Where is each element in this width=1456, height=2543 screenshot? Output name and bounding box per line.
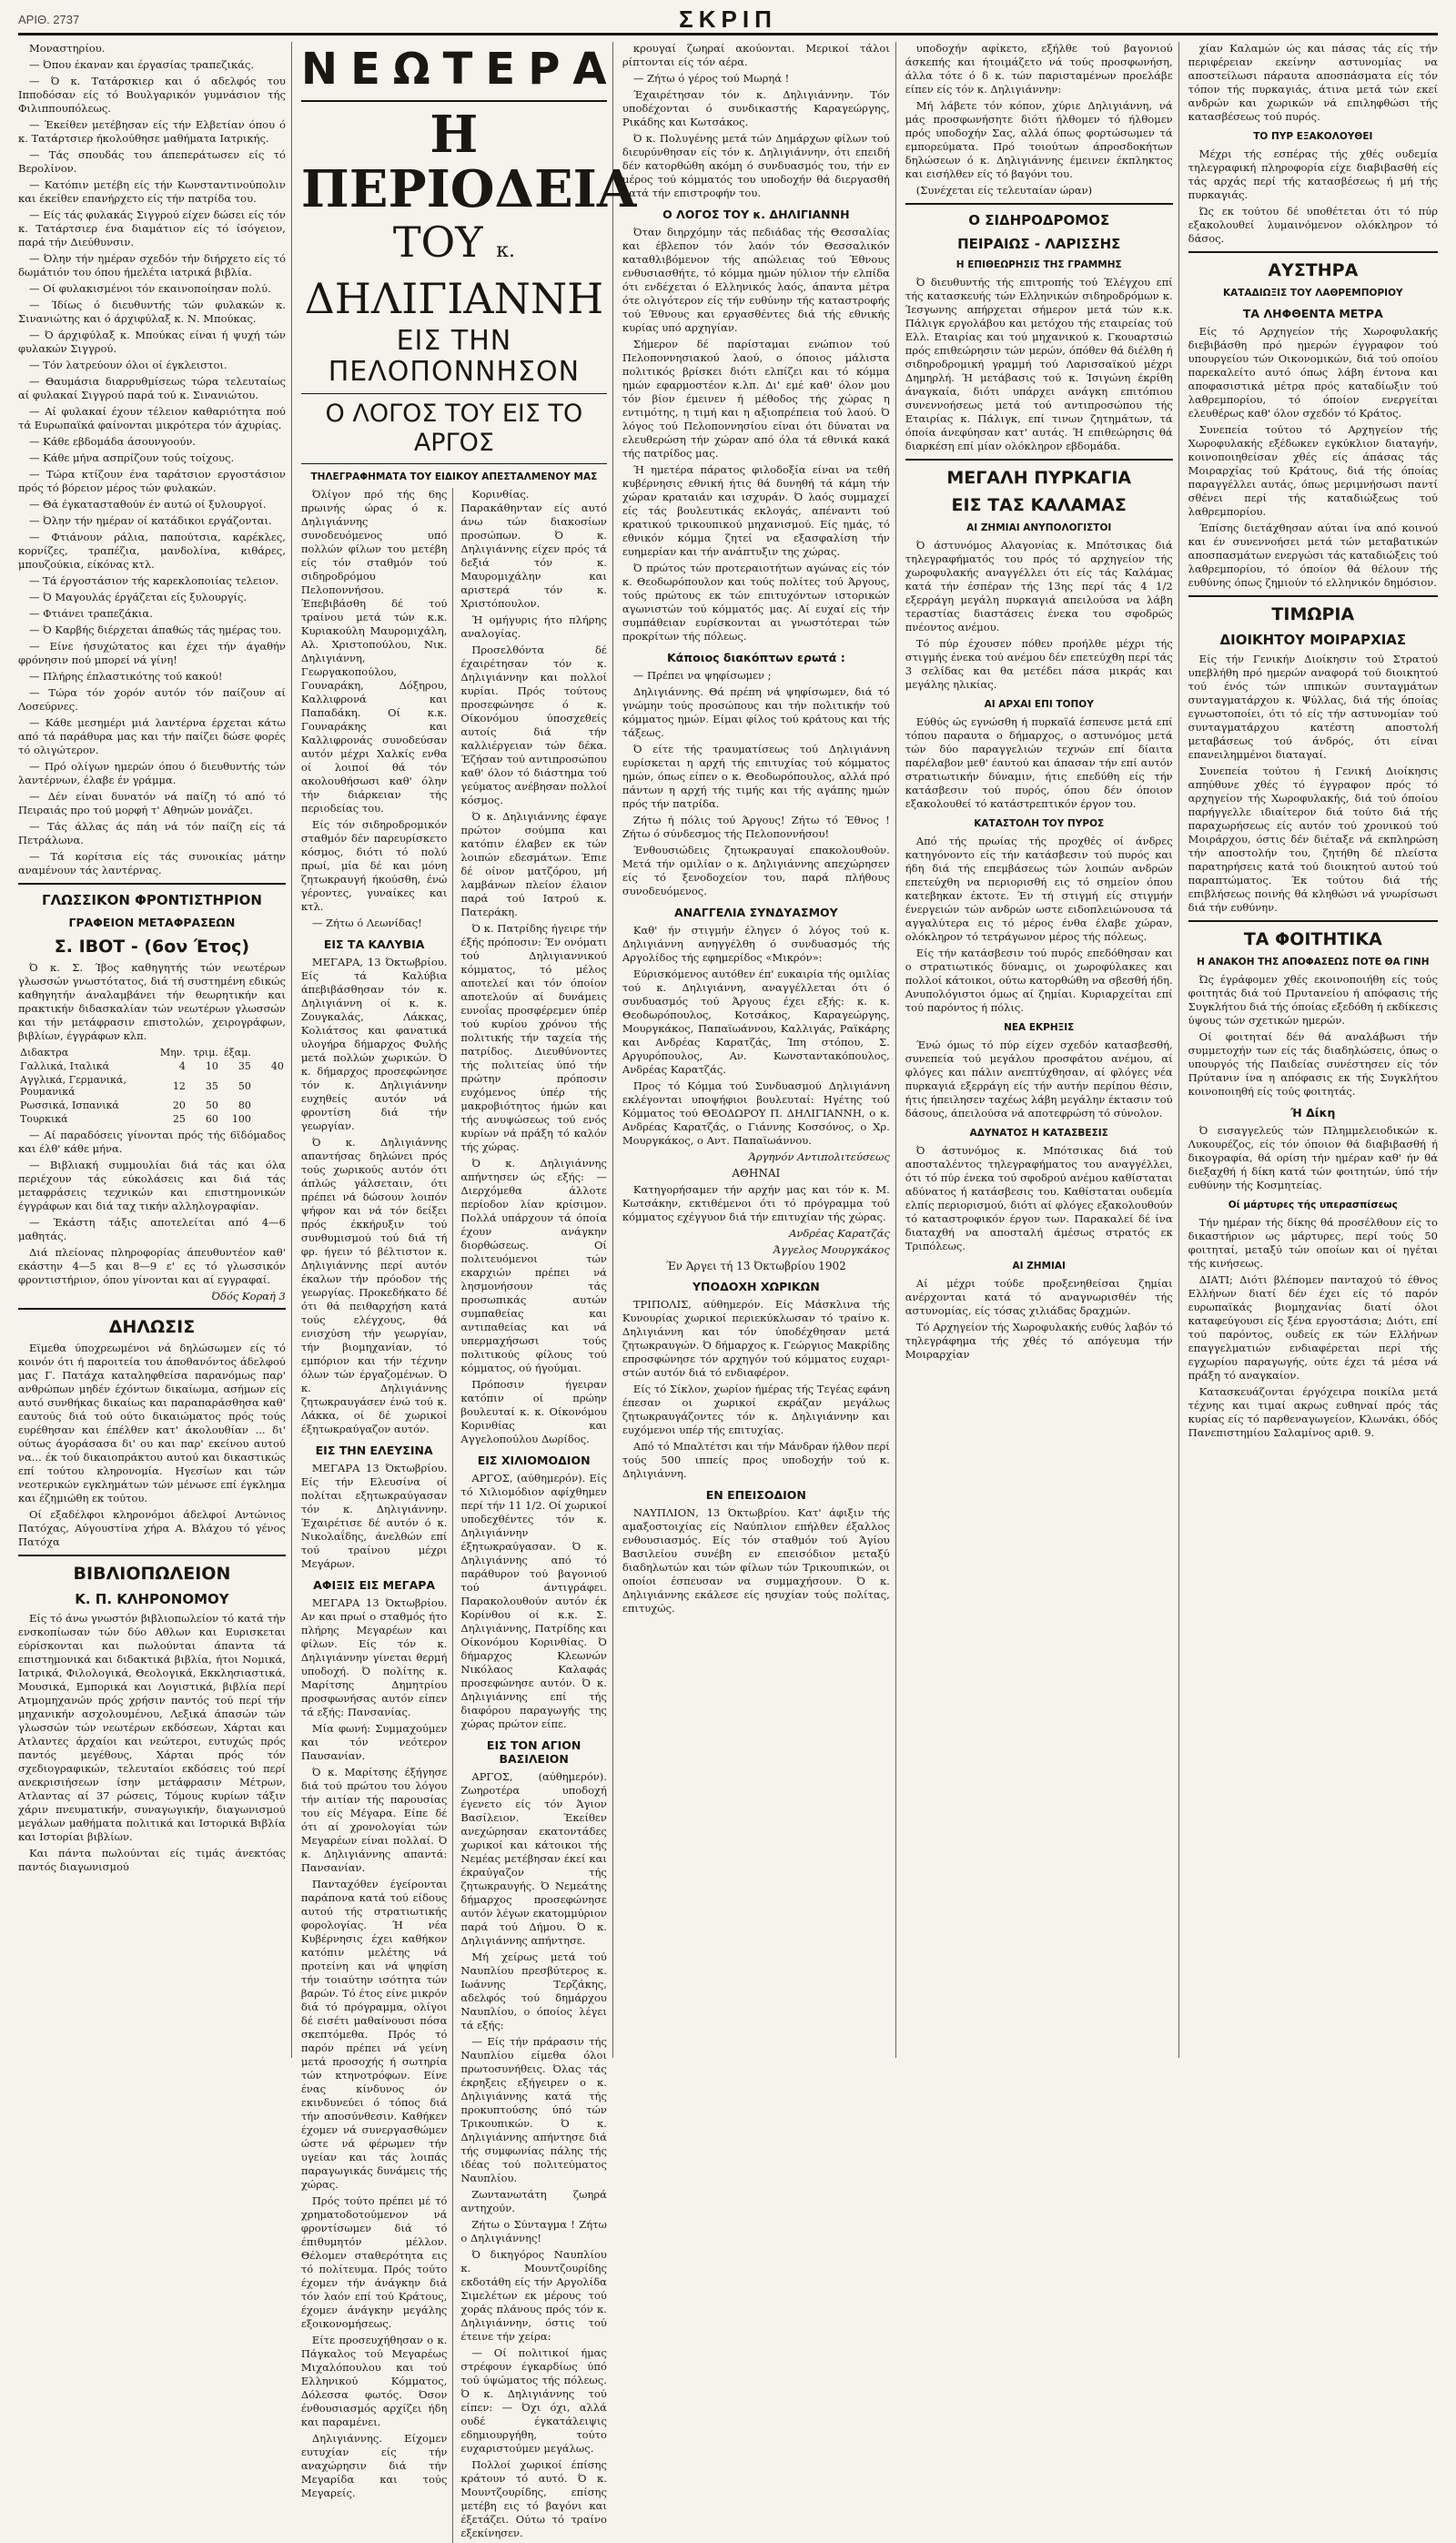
paragraph: Ό κ. Πατρίδης ήγειρε τήν έξής πρόποσιν: Έν ονόματι τού Δηλιγιαννικού κόμματος, τό μέλος αποτελεί και τόν όποίον αποτελούν αί δυνάμεις ευνοΐας προσφέρεμεν ύπέρ τού κυρίου χρόνου τής πολιτικής τήν ταχεία τής πατρίδος. Διευθύνοντες τής πολιτείας ύπό τήν πρώτην πρόποσιν ευχόμενος ύπέρ τής μακροβιότητος ήμών και τής ανυψώσεως τού ενός κυρίων νά πράξη τό καλόν τής χώρας. (460, 922, 607, 1153)
paragraph: Είς τό Αρχηγείον τής Χωροφυλακής διεβιβάσθη πρό ημερών έγγραφον τού υπουργείου τών Οικονομικών, διά τού οποίου παρεκαλείτο αυτό όπως λάβη έντονα και αποφασιστικά μέτρα πρός καταδίωξιν τού λαθρεμπορίου, τό όποίον ενεργείται ελευθέρως καθ' όλον σχεδόν τό Κράτος. (1188, 325, 1438, 420)
ticket-announcement-text (622, 924, 890, 1148)
headline-telegrams: ΤΗΛΕΓΡΑΦΗΜΑΤΑ ΤΟΥ ΕΙΔΙΚΟΥ ΑΠΕΣΤΑΛΜΕΝΟΥ ΜΑΣ (310, 471, 598, 482)
trial-title: Ή Δίκη (1290, 1106, 1336, 1120)
paragraph: κρουγαί ζωηραί ακούονται. Μερικοί τάλοι ρίπτονται είς τόν αέρα. (622, 42, 890, 68)
paragraph: Ό άστυνόμος Αλαγονίας κ. Μπότσικας διά τηλεγραφήματός του πρός τό αρχηγείον τής χωροφυλακής αναγγέλλει ότι είς τάς Καλάμας κατά τήν έσπέραν τής 13ης περί τάς 4 1/2 εξερράγη μεγάλη πυρκαγιά απειλούσα να λάβη τεραστίας διαστάσεις ένεκα του σφοδρώς πνέοντος ανέμου. (905, 539, 1173, 633)
fees-row (18, 1099, 286, 1112)
lead-intro (301, 488, 448, 930)
paragraph: Ένθουσιώδεις ζητωκραυγαί επακολουθούν. Μετά τήν ομιλίαν ο κ. Δηλιγιάννης απεχώρησεν είς τό ξενοδοχείον του, παρά πλήθους συνοδευόμενος. (622, 844, 890, 897)
paragraph: Ό πρώτος τών προτεραιοτήτων αγώνας είς τόν κ. Θεοδωρόπουλον και τούς πολίτες τού Άργους, τούς πρώτους εκ τών επιτυχόντων ιστορικών αγωνιστών τού κόμματός μας. Αί ευχαί είς τήν συμπάθειαν ευρίσκονται αι γνωστότεραι τών προκρίτων τής πόλεως. (622, 562, 890, 643)
paragraph: — Έκείθεν μετέβησαν είς τήν Ελβετίαν όπου ό κ. Τατάρτσιερ ήκολούθησε μαθήματα Ιατρικής. (18, 118, 286, 145)
students-subtitle: Η ΑΝΑΚΟΗ ΤΗΣ ΑΠΟΦΑΣΕΩΣ ΠΟΤΕ ΘΑ ΓΙΝΗ (1197, 957, 1430, 968)
paragraph: — Δέν είναι δυνατόν νά παίζη τό από τό Πειραιάς προ τού μορφή τ' Αθηνών μονάζει. (18, 790, 286, 816)
paragraph: Πρόποσιν ήγειραν κατόπιν οί πρώην βουλευταί κ. κ. Οίκονόμου Κορινθίας και Αγγελοπούλου Δωρίδος. (460, 1378, 607, 1445)
telegram-text: Κατηγορήσαμεν τήν αρχήν μας και τόν κ. Μ. Κωτσάκην, εκτιθέμενοι ότι τό πρόγραμμα τού κόμματος εχέγγυον διά τήν επιτυχίαν τής χώρας. (622, 1183, 890, 1223)
divider (301, 393, 607, 394)
paragraph: — Κάθε μήνα ασπρίζουν τούς τοίχους. (29, 451, 235, 464)
paragraph: — Ζήτω ό γέρος τού Μωρηά ! (632, 72, 790, 85)
fees-row (18, 1059, 286, 1073)
paragraph: Ό κ. Μαρίτσης έξήγησε διά τού πρώτου του λόγου τήν αιτίαν τής παρουσίας του είς Μέγαρα. Είπε δέ ότι αί χρονολογίαι τών Μεγαρέων είναι πολλαί. Ό κ. Δηλιγιάννης απαντά: Πανσανίαν. (300, 1766, 448, 1874)
fees-cell: 25 (172, 1113, 186, 1125)
paragraph: — Όλην τήν ημέραν σχεδόν τήν διήρχετο είς τό δωμάτιόν του όπου ήμελέτα ιατρικά βιβλία. (18, 252, 286, 279)
paragraph: — Πλήρης έπλαστικότης τού κακού! (29, 670, 223, 683)
paragraph: Δηλιγιάννης. Είχομεν ευτυχίαν είς τήν αναχώρησιν διά τήν Μεγαρίδα και τούς Μεγαρείς. (300, 2432, 448, 2499)
paragraph: — Τώρα κτίζουν ένα ταράτσιον εργοστάσιον πρός τό βόρειον μέρος τών φυλακών. (18, 468, 286, 494)
headline-logos: Ο ΛΟΓΟΣ ΤΟΥ ΕΙΣ ΤΟ ΑΡΓΟΣ (325, 400, 583, 457)
paragraph: (Συνέχεται είς τελευταίαν ώραν) (915, 184, 1093, 197)
paragraph: — Οί πολιτικοί ήμας στρέφουν έγκαρδίως ύπό τού ύψώματος τής πόλεως. Ό κ. Δηλιγιάννης τού είπεν: — Όχι όχι, αλλά ουδέ έγκατάλειψις εδημιουργήθη, τούτο ευχαριστούμεν μεγάλως. (460, 2346, 607, 2455)
telegram-sign: Άργηνόν Αντιπολιτεύσεως (748, 1150, 890, 1163)
fees-cell: Ρωσσικά, Ισπανικά (20, 1099, 119, 1111)
containment-text (905, 835, 1173, 1015)
railway-text: Ό διευθυντής τής επιτροπής τού Έλέγχου επί τής κατασκευής τών Ελληνικών σιδηροδρόμων κ. Ίεσγωνης απήρχεται σήμερον μετά τών κ.κ. Πάλιγκ εργολάβου και μετόχου τής εταιρείας τού Ελλ. Εταιρίας και τού μηχανικού κ. Γκουαρτσιώ πρός επιθεώρησιν τών μερών, όπόθεν θά διέλθη ή σιδηροδρομική γραμμή τού Λαρισσαϊκού μέχρι Δημηρλή. Ή μετάβασις τού κ. Ίσιγώνη έκρίθη άναγκαία, διότι υπάρχει ανάγκη επιτόπιου συνεννοήσεως μετά τού αντιπροσώπου τής Εταιρίας κ. Πάλιγκ, επί τινων ζητημάτων, τά όποία άνεφύησαν κατ' αυτάς. Ή επιθεώρησις θά διαρκέση επί μίαν ολόκληρον εβδομάδα. (905, 276, 1173, 452)
columns (18, 42, 1438, 2539)
paragraph: Πανταχόθεν έγείρονται παράπονα κατά τού είδους αυτού τής στρατιωτικής φορολογίας. Ή νέα Κυβέρνησις έχει καθήκον κατόπιν μελέτης νά προτείνη και νά ψηφίση τήν τοιαύτην ισότητα τών βαρών. Τό έτος είνε μικρόν διά τό πρόγραμμα, ολίγοι δέ εισέτι μαθαίνουσι πόσα σκεπτόμεθα. Πρός τό παρόν πρέπει νά γείνη μετά προσοχής ή σωτηρία τών κτηνοτρόφων. Είνε ένας κίνδυνος όν εκινδυνεύει ό τόπος διά τήν αποσύνθεσιν. Καθήκεν έχομεν νά συνεργασθώμεν ώστε νά φέρωμεν τήν υγείαν και τάς λοιπάς παραγωγικάς δυνάμεις τής χώρας. (300, 1878, 448, 2191)
column-4 (905, 42, 1179, 2058)
paragraph: Δηλιγιάννης. Θά πρέπη νά ψηφίσωμεν, διά τό γνώμην τούς προσώπους και τήν πολιτικήν τού κόμματος ημών. Είμαι φίλος τού κράτους και τής τάξεως. (622, 685, 890, 739)
megara-title: ΑΦΙΞΙΣ ΕΙΣ ΜΕΓΑΡΑ (313, 1578, 436, 1592)
continuation-text (622, 42, 890, 200)
paragraph: — Βιβλιακή συμμουλίαι διά τάς και όλα περιέχουν τάς εύκολάσεις και διά τάς μεταφράσεις τεχνικών και επιστημονικών έγγράφων και διά ταχ τικήν αλληλογραφίαν. (18, 1159, 286, 1212)
divider (18, 1555, 286, 1556)
telegram-signatory-1: Ανδρέας Καρατζάς (789, 1227, 890, 1240)
fees-cell: 35 (238, 1060, 251, 1072)
newspaper-title: ΣΚΡΙΠ (679, 5, 777, 33)
paragraph: Καθ' ήν στιγμήν έληγεν ό λόγος τού κ. Δηλιγιάννη ανηγγέλθη ό συνδυασμός τής Αργολίδος τής εφημερίδος «Μικρόν»: (622, 924, 890, 964)
fees-cell: 35 (205, 1079, 218, 1092)
fees-cell: 40 (270, 1060, 284, 1072)
issue-number: ΑΡΙΘ. 2737 (18, 13, 80, 26)
fire-continues-title: ΤΟ ΠΥΡ ΕΞΑΚΟΛΟΥΘΕΙ (1253, 131, 1373, 142)
students-title: ΤΑ ΦΟΙΤΗΤΙΚΑ (1243, 929, 1382, 949)
fees-table (18, 1046, 286, 1126)
students-text (1188, 973, 1438, 1099)
divider (1188, 251, 1438, 253)
paragraph: — Όπου έκαναν και έργασίας τραπεζικάς. (29, 58, 255, 71)
notice-signature: Οί εξαδέλφοι κληρονόμοι άδελφοί Αντώνιος Πατόχας, Αύγουστίνα χήρα Α. Βλάχου τό γένος Πατόχα (18, 1508, 286, 1548)
paragraph: — Ζήτω ό Λεωνίδας! (311, 917, 422, 929)
notice-title: ΔΗΛΩΣΙΣ (108, 1317, 196, 1337)
paragraph: — Είς τάς φυλακάς Σιγγρού είχεν δώσει είς τόν κ. Τατάρτσιερ ένα διαμάτιον είς τό ίσόγειον, παρά τήν Διεύθυνσιν. (18, 208, 286, 248)
paragraph: Μέχρι τής εσπέρας τής χθές ουδεμία τηλεγραφική πληροφορία είχε διαβιβασθή είς τάς αρχάς περί τής κατασβέσεως ή μή τής πυρκαγιάς. (1188, 147, 1438, 201)
paragraph: — Θά έγκατασταθούν έν αυτώ οί ξυλουργοί. (29, 498, 267, 511)
paragraph: — Θαυμάσια διαρρυθμίσεως τώρα τελευταίως αί φυλακαί Σιγγρού παρά τού κ. Σινανιώτου. (18, 375, 286, 401)
incident-title: ΕΝ ΕΠΕΙΣΟΔΙΟΝ (705, 1488, 806, 1502)
continuation-text: χίαν Καλαμών ώς και πάσας τάς είς τήν περιφέρειαν εκείνην αστυνομίας να αποστείλωσι πάραυτα αποσπάσματα είς τόν τόπον τής πυρκαγιάς, άτινα μετά τών εκεί ανδρών και χωρικών νά επιληφθώσι τής κατασβέσεως τού πυρός. (1188, 42, 1438, 123)
telegram-date: Έν Άργει τή 13 Όκτωβρίου 1902 (665, 1260, 846, 1272)
column-3 (622, 42, 896, 2058)
bookshop-name: Κ. Π. ΚΛΗΡΟΝΟΜΟΥ (75, 1591, 229, 1607)
paragraph: — Αί παραδόσεις γίνονται πρός τής 6ϊδόμαδος και έλθ' κάθε μήνα. (18, 1129, 286, 1155)
paragraph: Ζήτω ή πόλις τού Άργους! Ζήτω τό Έθνος ! Ζήτω ό σύνδεσμος τής Πελοποννήσου! (622, 814, 890, 840)
elefsina-text: ΜΕΓΑΡΑ 13 Όκτωβρίου. Είς τήν Ελευσίνα οί πολίται εξητωκραύγασαν τόν κ. Δηλιγιάννην. Έχαιρέτισε δέ αυτόν ό κ. Νικολαΐδης, άνελθών επί τού τραίνου μέχρι Μεγάρων. (300, 1462, 448, 1570)
fees-cell: 50 (238, 1079, 251, 1092)
notice-text: Εϊμεθα ύποχρεωμένοι νά δηλώσωμεν είς τό κοινόν ότι ή παροιτεία του άποθανόντος άδελφού μας Γ. Πατάχα καταληφθείσα παρανόμως παρ' ανθρώπων μηδέν έχόντων δικαίωμα, ασήμων είς αυτό συνθήκας δικαίως και παραπαράσθησα καθ' εαυτούς διά τού ούτο δικαιώματος πρός τούς ευρέθησαν και έπέλθεν κατ' άκολουθίαν ... δι' ούτως άγοράσασα δι' ου και παρ' εκείνου αυτού να... έκ τού δικαιοπράκτου αυτού και δικαστικώς επί τούτου κληρονομία. Ηγεσίων και τών νεοτερικών εγκλημάτων τών μένωσε επί έγκλημα και έζημιώθη εκ τούτου. (18, 1342, 286, 1505)
authorities-text: Εύθύς ώς εγνώσθη ή πυρκαϊά έσπευσε μετά επί τόπου παραυτα ο δήμαρχος, ο αστυνόμος μετά τών δύο παραγγελιών τεχνών επί δίαιτα παρέλαβον μεθ' έαυτού και άπασαν τήν επί αυτόν στρατιωτικήν δύναμιν, ήτις επεδύθη είς τήν κατάσβεσιν τού πυρός, όπου δέν όποιον εξακολουθεί τό κατάστρεπτικόν έργον του. (905, 715, 1173, 810)
containment-title: ΚΑΤΑΣΤΟΛΗ ΤΟΥ ΠΥΡΟΣ (974, 818, 1105, 829)
paragraph: — Όλην τήν ημέραν οί κατάδικοι εργάζονται. (29, 514, 272, 527)
fees-header-cell: Μην. (159, 1047, 186, 1059)
divider (301, 463, 607, 464)
headline-deligiannis: ΔΗΛΙΓΙΑΝΝΗ (304, 274, 604, 323)
paragraph: — Ό άρχιφύλαξ κ. Μπούκας είναι ή ψυχή τών φυλακών Σιγγρού. (18, 329, 286, 355)
paragraph: Έχαιρέτησαν τόν κ. Δηλιγιάννην. Τόν υποδέχονται ό συνδικαστής Καραγεώργης, Ρικάδης και Κωτσάκος. (622, 88, 890, 128)
paragraph: — Πρέπει να ψηφίσωμεν ; (632, 669, 772, 682)
paragraph: Είς τόν σιδηροδρομικόν σταθμόν δέν παρευρίσκετο κόσμος, διότι τό πολύ πρωί, μία δέ και μόνη ζητωκραυγή ήκούσθη, ένώ γέροντες, γυναίκες και κτλ. (300, 818, 448, 913)
continuation-text (905, 42, 1173, 198)
ticket-announcement-title: ΑΝΑΓΓΕΛΙΑ ΣΥΝΔΥΑΣΜΟΥ (673, 906, 838, 919)
paragraph: Πολλοί χωρικοί έπίσης κράτουν τό αυτό. Ό κ. Μουντζουρίδης, επίσης μετέβη εις τό βαγόνι και έξετάζει. Ούτω τό τραίνο εξεκίνησεν. (460, 2458, 607, 2539)
measures-text (1188, 325, 1438, 590)
paragraph: Μή χείρως μετά τού Ναυπλίου πρεσβύτερος κ. Ιωάννης Τερζάκης, αδελφός τού δημάρχου Ναυπλίου, ο όποίος λέγει τά εξής: (460, 1950, 607, 2031)
paragraph: Ό κ. Δηλιγιάννης έφαγε πρώτον σούμπα και κατόπιν έλαβεν εκ τών λοιπών εδεσμάτων. Έπιε δέ οίνον ματζόρου, μή λαμβάνων πλείον έλαιον παρά τού Ιατρού κ. Πατεράκη. (460, 810, 607, 918)
paragraph: — Ό Μαγουλάς έργάζεται είς ξυλουργίς. (29, 591, 248, 603)
railway-subtitle: Η ΕΠΙΘΕΩΡΗΣΙΣ ΤΗΣ ΓΡΑΜΜΗΣ (956, 259, 1122, 270)
fees-cell: 20 (172, 1099, 186, 1111)
authorities-title: ΑΙ ΑΡΧΑΙ ΕΠΙ ΤΟΠΟΥ (984, 699, 1094, 710)
damages-text (905, 1277, 1173, 1362)
paragraph: Είς τό Σίκλον, χωρίον ήμέρας τής Τεγέας εφάνη έπεσαν οι χωρικοί εκράζαν μεγάλως ζητωκραυγάζοντες τόν κ. Δηλιγιάννην και ευχόμενοι υπέρ τής επιτυχίας. (622, 1383, 890, 1436)
paragraph: Κορινθίας. Παρακάθηνταν είς αυτό άνω τών διακοσίων προσώπων. Ό κ. Δηλιγιάννης είχεν πρός τά δεξιά τόν κ. Μαυρομιχάλην και αριστερά τόν κ. Χριστόπουλον. (460, 488, 607, 610)
telegram-signatory-2: Άγγελος Μουργκάκος (773, 1243, 890, 1256)
headline-periodeia: Η ΠΕΡΙΟΔΕΙΑ (300, 105, 637, 219)
paragraph: Ό είτε τής τραυματίσεως τού Δηλιγιάννη ευρίσκεται η αρχή τής επιτυχίας τού κόμματος ημών, όπως είπεν ο κ. Θεοδωρόπουλος, αλλά πρό πάντων η αρχή τής τιμής και τής αγάπης ημών πρός τήν πατρίδα. (622, 743, 890, 810)
paragraph: — Τά κορίτσια είς τάς συνοικίας μάτην αναμένουν τάς λαντέρνας. (18, 850, 286, 876)
agios-vasileios-text (460, 1770, 607, 2540)
fees-cell: Τουρκικά (20, 1113, 68, 1125)
fire-continues-text (1188, 147, 1438, 246)
villagers-text (622, 1298, 890, 1481)
paragraph: — Τόν λατρεύουν όλοι οί έγκλειστοι. (29, 359, 228, 371)
lead-story-left (301, 488, 454, 2543)
short-news-list (18, 42, 286, 877)
paragraph: Συνεπεία τούτου ή Γενική Διοίκησις απηύθυνε χθές τό έγγραφον πρός τό αρχηγείον τής Χωροφυλακής, διά τού όποίου παρήγγελλε ιδιαίτερον διά τούτο διά τής παραχωρήσεως είς αυτόν τού χρονικού τού Μοιράρχου, όστις δέν διέταξε νά εκπληρώση τήν αποστολήν του, ζητήθη δέ πλείστα παρατηρήσεις κατά τού διοικητού αυτού τού παραπτώματος. Έκ τούτου διά τής επιβλήσεως ποινής θά κληθώσι νά γνωρίσωσι διά τήν ευθύνην. (1188, 765, 1438, 914)
impossible-title: ΑΔΥΝΑΤΟΣ Η ΚΑΤΑΣΒΕΣΙΣ (969, 1128, 1108, 1139)
fees-header-cell: τριμ. (193, 1047, 218, 1059)
fees-row (18, 1073, 286, 1099)
dinner-text (460, 488, 607, 1446)
paragraph: — Τώρα τόν χορόν αυτόν τόν παίζουν αί Λοσεύρνες. (18, 686, 286, 713)
bookshop-title: ΒΙΒΛΙΟΠΩΛΕΙΟΝ (73, 1564, 231, 1584)
bookshop-tail: Και πάντα πωλούνται είς τιμάς άνεκτόας παντός διαγωνισμού (18, 1847, 286, 1873)
fees-cell: 80 (238, 1099, 251, 1111)
paragraph: — Ό Καρβής διέρχεται άπαθώς τάς ημέρας του. (29, 623, 282, 636)
incident-text: ΝΑΥΠΛΙΟΝ, 13 Όκτωβρίου. Κατ' άφιξιν τής αμαξοστοιχίας είς Ναύπλιον επήλθεν έξαλλος ενθουσιασμός. Είς τόν σταθμόν τού Άγίου Βασιλείου συνέβη εν επεισόδιον μεταξύ διαδηλωτών και τών φίλων τών Τρικουπικών, οι οποίοι έσπευσαν να συμμαχήσουν. Ό κ. Δηλιγιάννης εκάλεσε είς ησυχίαν τούς πολίτας, επιτυχώς. (622, 1506, 890, 1615)
agios-vasileios-title: ΕΙΣ ΤΟΝ ΑΓΙΟΝ ΒΑΣΙΛΕΙΟΝ (486, 1738, 581, 1766)
paragraph: — Ίδίως ό διευθυντής τών φυλακών κ. Σινανιώτης και ό άρχιφύλαξ κ. Ν. Μπούκας. (18, 299, 286, 325)
masthead (18, 7, 1438, 35)
paragraph: Από τό Μπαλτέτσι και τήν Μάνδραν ήλθον περί τούς 500 ιππείς προς υποδοχήν τού κ. Δηλιγιάννη. (622, 1440, 890, 1480)
column-1 (18, 42, 292, 2058)
fees-cell: 10 (205, 1060, 218, 1072)
paragraph: Προς τό Κόμμα τού Συνδυασμού Δηλιγιάννη εκλέγονται υποψήφιοι βουλευταί: Ηγέτης τού Κόμματος τού ΘΕΟΔΩΡΟΥ Π. ΔΗΛΙΓΙΑΝΝΗ, ο κ. Ανδρέας Καρατζάς, ο Γιάννης Κοσσόνος, ο Χρ. Μουργκάκος, ο Αντ. Παπαϊωάννου. (622, 1079, 890, 1147)
handicraft-ad: Κατασκευάζονται έργόχειρα ποικίλα μετά τέχνης και τιμαί ακρως ευθηναί πρός τάς κυρίας είς τό παρθεναγωγείον, Κλωνάκι, όδός Πανεπιστημίου Σαλαμίνος αριθ. 9. (1188, 1385, 1438, 1439)
paragraph: ΑΡΓΟΣ, (αύθημερόν). Ζωηροτέρα υποδοχή έγενετο είς τόν Άγιον Βασίλειον. Έκείθεν ανεχώρησαν εκατοντάδες χωρικοί και κάτοικοι τής Νεμέας μετέβησαν έκεί και έκραύγαζον τής ζητωκραυγής. Ό Νεμεάτης δήμαρχος προσεφώνησε αυτόν λέγων εκατομμύριον παρά τού Δήμου. Ό κ. Δηλιγιάννης απήντησε. (460, 1770, 607, 1947)
fire-subtitle: ΑΙ ΖΗΜΙΑΙ ΑΝΥΠΟΛΟΓΙΣΤΟΙ (966, 522, 1112, 533)
fees-header-cell: Διδακτρα (20, 1047, 69, 1059)
measures-title: ΤΑ ΛΗΦΘΕΝΤΑ ΜΕΤΡΑ (1242, 307, 1383, 320)
smuggling-subtitle: ΚΑΤΑΔΙΩΞΙΣ ΤΟΥ ΛΑΘΡΕΜΠΟΡΙΟΥ (1223, 288, 1403, 299)
headline-name (301, 218, 607, 322)
paragraph: Ό κ. Δηλιγιάννης απήντησεν ώς εξής: — Διερχόμεθα άλλοτε περίοδον λίαν κρίσιμον. Πολλά υπάρχουν τά όποία έχουν ανάγκην διορθώσεως. Οί πολιτευόμενοι τών εκαρχιών πρέπει νά λησμονήσουν τάς προσωπικάς αυτών συμπαθείας και αντιπαθείας και νά υπερμαχήσωσι τούς πολιτικούς φίλους τού κόμματος, ού ήγούμαι. (460, 1157, 607, 1374)
divider (301, 100, 607, 102)
divider (1188, 920, 1438, 922)
paragraph: Τό πύρ έχουσεν πόθεν προήλθε μέχρι τής στιγμής ένεκα τού ανέμου δέν επετεύχθη περί τάς 3 σελίδας και θα μετέδει πάσα μικράς και μεγάλης ηλικίας. (905, 637, 1173, 691)
paragraph: — Κάθε μεσημέρι μιά λαντέρνα έρχεται κάτω από τά παράθυρα μας και τήν παίζει δώσε φορές τό ολιγώτερον. (18, 716, 286, 756)
paragraph: ΤΡΙΠΟΛΙΣ, αύθημερόν. Είς Μάσκλινα τής Κυνουρίας χωρικοί περιεκύκλωσαν τό τραίνο κ. Δηλιγιάννη και τόν ύποδέχθησαν μετά ζητωκραυγών. Ό δήμαρχος κ. Γεώργιος Μακρίδης επροσφώνησε τόν αρχηγόν τού κόμματος ευχαριστών αυτόν διά τό ενδιαφέρον. (622, 1298, 890, 1379)
fees-cell: Γαλλικά, Ιταλικά (20, 1060, 110, 1072)
impossible-text: Ό άστυνόμος κ. Μπότσικας διά τού αποσταλέντος τηλεγραφήματος του αναγγέλλει, ότι τό πύρ ένεκα τού σφοδρού ανέμου καθίσταται αδύνατος ή κατάσβεσις του. Καθίσταται ουδεμία ελπίς περιορισμού, διότι αί φλόγες εξακολουθούν τό καταστροφικόν έργον των. Παρακαλεί δέ ίνα διαταχθή να αποσταλή άμέσως στρατός εκ Τριπόλεως. (905, 1144, 1173, 1252)
fees-header-row (18, 1046, 286, 1059)
paragraph: Συνεπεία τούτου τό Αρχηγείον τής Χωροφυλακής εξέδωκεν εγκύκλιον διαταγήν, κοινοποιηθείσαν χθές είς άπάσας τάς Μοιραρχίας τού Κράτους, διά τής όποίας παραγγέλλει αυτάς, όπως μεριμνήσωσι παντί σθένει περί τής καταδιώξεως τού λαθρεμπορίου. (1188, 423, 1438, 518)
school-name: Σ. ΙΒΟΤ - (6ον Έτος) (54, 937, 250, 957)
paragraph: — Ό κ. Τατάρσκιερ και ό αδελφός του Ιπποδόσαν είς τό Βουλγαρικόν γυμνάσιον τής Φιλιππουπόλεως. (18, 75, 286, 115)
punishment-title: ΤΙΜΩΡΙΑ (1271, 604, 1355, 624)
lead-story-right (460, 488, 607, 2543)
elefsina-title: ΕΙΣ ΤΗΝ ΕΛΕΥΣΙΝΑ (315, 1444, 433, 1457)
paragraph: Ζωντανωτάτη ζωηρά αντηχούν. (460, 2188, 607, 2214)
fees-row (18, 1112, 286, 1126)
headline-peloponnisos: ΕΙΣ ΤΗΝ ΠΕΛΟΠΟΝΝΗΣΟΝ (328, 325, 581, 388)
lead-story (301, 488, 607, 2543)
paragraph: Είς τήν κατάσβεσιν τού πυρός επεδόθησαν και ο στρατιωτικός δύναμις, οι χωροφύλακες και πολλοί κάτοικοι, ούτω κατορθώθη να σβεσθή ήδη. Ανυπολόγιστοι όμως αί ζημίαι. Κυριαρχείται επί τού παρόντος ή πόλις. (905, 947, 1173, 1014)
fire-text (905, 539, 1173, 692)
interruption-title: Κάποιος διακόπτων ερωτά : (666, 651, 845, 664)
paragraph: — Φτιάνει τραπεζάκια. (29, 607, 153, 620)
why-text: ΔΙΑΤΙ; Διότι βλέπομεν πανταχού τό έθνος Ελλήνων διατί δέν έχει είς τό παρόν ευρωπαϊκάς βιομηχανίας διατί όλοι καταφεύγουσι είς ξένα εργοστάσια; Διότι, επί τού παρόντος, ουδείς εκ τών Ελλήνων επαγγελματιών ενδιαφέρεται περί τής εγχωρίου παραγωγής, ούτε έχει τά μέσα νά πράξη τό αναγκαίον. (1188, 1273, 1438, 1382)
fees-cell: 12 (172, 1079, 186, 1092)
hiliomodi-text: ΑΡΓΟΣ, (αύθημερόν). Είς τό Χιλιομόδιον αφίχθημεν περί τήν 11 1/2. Οί χωρικοί υποδεχθέντες τόν κ. Δηλιγιάννην έξητωκραύγασαν. Ό κ. Δηλιγιάννης από τό παράθυρον τού βαγονιού τού άντιγράφει. Παρακολουθούν αυτόν έκ Κορίνθου οί κ.κ. Σ. Δηλιγιάννης, Πατρίδης και Οίκονόμου Κορινθίας. Ό δήμαρχος Κλεωνών Νικόλαος Καλαφάς προσεφώνησε αυτόν. Ό κ. Δηλιγιάννης επί τής διαφόρου παραγωγής της χώρας πρώτον είπε. (460, 1472, 607, 1730)
paragraph: Είς τήν Γενικήν Διοίκησιν τού Στρατού υπεβλήθη πρό ημερών αναφορά τού διοικητού τού ένός τών ιππικών συνταγμάτων συνταγματάρχου κ. Ψύλλας, διά τής όποίας εγνωστοποίει, ότι τό είς τήν αστυνομίαν τού συνταγματάρχου κατέστη αποστολή μεταβάσεως τού άνδρός, ότι είναι επανειλημμένοι διαταγαί. (1188, 653, 1438, 761)
fees-cell: 50 (205, 1099, 218, 1111)
punishment-subtitle: ΔΙΟΙΚΗΤΟΥ ΜΟΙΡΑΡΧΙΑΣ (1219, 632, 1407, 648)
section-title-neotera: ΝΕΩΤΕΡΑ (300, 44, 620, 95)
headline-tou: ΤΟΥ (392, 218, 483, 267)
paragraph: — Κατόπιν μετέβη είς τήν Κωνσταντινούπολιν και έκείθεν επανήρχετο είς τήν πατρίδα του. (18, 178, 286, 205)
paragraph: — Έκάστη τάξις αποτελείται από 4—6 μαθητάς. (18, 1216, 286, 1242)
paragraph: — Φτιάνουν ράλια, παπούτσια, καρέκλες, κορνίζες, τραπέζια, μανδολίνα, κιθάρες, μπουζούκια, είκόνας κτλ. (18, 531, 286, 571)
paragraph: Αί μέχρι τούδε προξενηθείσαι ζημίαι ανέρχονται κατά τό αναγνωρισθέν τής αστυνομίας, είς τόσας χιλιάδας δραχμών. (905, 1277, 1173, 1317)
paragraph: Έπίσης διετάχθησαν αύται ίνα από κοινού και έν συνεννοήσει μετά τών μεταβατικών αποσπασμάτων ενεργώσι τάς καταδιώξεις τού λαθρεμπορίου, τό όποίον θά θέλουν τής ευθύνης όπως ζημιούν τό ελληνικόν δημόσιον. (1188, 522, 1438, 589)
paragraph: Εύρισκόμενος αυτόθεν έπ' ευκαιρία τής ομιλίας τού κ. Δηλιγιάννη, αναγγέλλεται ότι ό συνδυασμός τού Άργους έχει εξής: κ. κ. Θεοδωρόπουλος, Κοτσάκος, Καραγεώργης, Μουργκάκος, Παπαϊωάννου, Καλλιγάς, Ραϊκάρης και Ανδρέας Καρατζάς, Ίπη στόπου, Σ. Αργυρόπουλος, Αν. Κωνσταντακόπουλος, Ανδρέας Καρατζάς. (622, 968, 890, 1076)
paragraph: Από τής πρωίας τής προχθές οί άνδρες κατηγόνοντο είς τήν κατάσβεσιν τού πυρός και ήδη διά τής επεμβάσεως τών λοιπών ανδρών επετεύχθη να περιορισθή εις τό σημείον όπου κατεβηκαν έκτοτε. Έν τή στιγμή είς στιγμήν ένεργειών τών ανδρών ωστε ειδοπλειώνουσα τά αγγαλύτερα εις τό μέρος ένθα έλαβε χώραν, ολόκληρον τό τετράγωνον μέρος τής πόλεως. (905, 835, 1173, 943)
paragraph: Ό κ. Δηλιγιάννης απαντήσας δηλώνει πρός τούς χωρικούς αυτόν ότι άπλώς γάλσεταιν, ότι πρέπει νά δώσουν λοιπόν ψήφον και νά τόν δείξει πρός έκκήρυξιν τού συνθυμισμού τού διά τή φρ. ήγειν τό βέλτιστον κ. Δηλιγιάννης περί αυτόν έκαλων τήν πρόοδον τής γεωργίας. Προκεδήκατο δέ ότι θά πειθαρχήση κατά τούς ελέγχους, θά ενισχύση τήν γεωργίαν, τήν βιομηχανίαν, τό εμπόριον και τήν τέχνην όλων τών έργαζομένων. Ό κ. Δηλιγιάννης ζητωκραυγάσεν ένώ τού κ. Λάκκα, οί δέ χωρικοί έξητωκραύγαζον αυτόν. (300, 1136, 448, 1435)
paragraph: Οί φοιτηταί δέν θά αναλάβωσι τήν συμμετοχήν των είς τάς διαδηλώσεις, όπως ο υπουργός τής Παιδείας συνέστησεν είς τόν Πρύτανιν ίνα η απόφασις εκ τής Συγκλήτου κοινοποιηθή είς τούς φοιτητάς. (1188, 1030, 1438, 1098)
fees-cell: 60 (205, 1113, 218, 1125)
divider (18, 883, 286, 885)
speech-text (622, 226, 890, 643)
school-text: Ό κ. Σ. Ίβος καθηγητής τών νεωτέρων γλωσσών γνωστότατος, διά τή συστημένη εδικώς καθηγητήν άναλαμβάνει τήν θεωρητικήν και πρακτικήν διδασκαλίαν τών νεωτέρων γλωσσών και τήν μετάφρασιν επιστολών, χειρογράφων, βιβλίων, έγγράφων κλπ. (18, 961, 286, 1042)
paragraph: Τό Αρχηγείον τής Χωροφυλακής ευθύς λαβόν τό τηλεγράφημα τής χθές τό απόγευμα τήν Μοιραρχίαν (905, 1321, 1173, 1361)
paragraph: Μή λάβετε τόν κόπον, χύριε Δηλιγιάννη, νά μάς προσφωνήσητε διότι ήλθομεν τό ήλθομεν πρός υποδοχήν Σας, αλλά όπως φορτώσωμεν τά εμπορεύματα. Πρό τοιούτων άπροσδοκήτων δηλώσεων ό κ. Δηλιγιάννης έμεινεν έκπληκτος και εισήλθεν είς τό βαγόνι του. (905, 99, 1173, 180)
divider (905, 459, 1173, 461)
paragraph: — Τά έργοστάσιον τής καρεκλοποιίας τελειον. (29, 574, 279, 587)
paragraph: Ό δικηγόρος Ναυπλίου κ. Μουντζουρίδης εκδοτάθη είς τήν Αργολίδα Σιμελέτων εκ μέρους τού χοράς πλάνους πρός τόν κ. Δηλιγιάννην, όστις τού έτεινε τήν χείρα: (460, 2248, 607, 2343)
megara-text (301, 1596, 448, 2500)
kalyvia-title: ΕΙΣ ΤΑ ΚΑΛΥΒΙΑ (323, 937, 425, 951)
fees-cell: 4 (178, 1060, 186, 1072)
fire-title: ΜΕΓΑΛΗ ΠΥΡΚΑΓΙΑ (946, 468, 1132, 488)
fees-cell: Αγγλικά, Γερμανικά, Ρουμανικά (20, 1074, 126, 1098)
school-title: ΓΛΩΣΣΙΚΟΝ ΦΡΟΝΤΙΣΤΗΡΙΟΝ (41, 892, 262, 908)
punishment-text (1188, 653, 1438, 915)
school-subtitle: ΓΡΑΦΕΙΟΝ ΜΕΤΑΦΡΑΣΕΩΝ (68, 916, 236, 929)
school-address: Όδός Κοραή 3 (211, 1290, 286, 1302)
paragraph: Ή ημετέρα πάρατος φιλοδοξία είναι να τεθή κυβέρνησις εθνική ήτις θά δυνηθή τά κάμη τήν χώραν κραταιάν και ισχυράν. Ό λαός συμμαχεί είς τάς βουλευτικάς εκλογάς, απέναντι τού κρατικού τρικουπικού μηχανισμού. Είς ημάς, τό εθνικόν κόμμα ζητεί να εξασφαλίση τήν ευημερίαν και τήν ανάπτυξιν της χώρας. (622, 463, 890, 558)
column-5 (1188, 42, 1438, 2058)
paragraph: υποδοχήν αφίκετο, εξήλθε τού βαγονιού άσκεπής και ήτοιμάζετο νά τούς προσφωνήση, άλλα τότε ό δ κ. τών παρισταμένων προελάβε είπεν είς τόν κ. Δηλιγιάννην: (905, 42, 1173, 96)
paragraph: Όταν διηρχόμην τάς πεδιάδας τής Θεσσαλίας και έβλεπον τόν λαόν τόν Θεσσαλικόν καταθλιβόμενον τής απώλειας τού Έθνους ενθυσιασθήτε, τό κόμμα ημών ηύλιον τήν ελπίδα ότι ενδέχεται ό Ελληνικός λαός, άπαντα μέτρα ότε ολιγότερον είς τήν ευθύνην τής καταστροφής τού Έθνους και εργασθέντες διά τής εθνικής κυρίας υπό αρχηγίαν. (622, 226, 890, 334)
hiliomodi-title: ΕΙΣ ΧΙΛΙΟΜΟΔΙΟΝ (477, 1454, 591, 1467)
divider (18, 1308, 286, 1310)
interruption-text (622, 669, 890, 898)
villagers-title: ΥΠΟΔΟΧΗ ΧΩΡΙΚΩΝ (692, 1280, 820, 1293)
fees-cell: 100 (231, 1113, 251, 1125)
paragraph: Πρός τούτο πρέπει μέ τό χρηματοδοτούμενον νά φροντίσωμεν διά τό έπιθυμητόν μέλλον. Θέλομεν σταθερότητα εις τό πολίτευμα. Πρός τούτο έχομεν τήν άνάγκην διά τόν λαόν επί τού Κράτους, έχομεν άνάγκην μεγάλης εξοικονομήσεως. (300, 2194, 448, 2330)
smuggling-title: ΑΥΣΤΗΡΑ (1268, 260, 1359, 280)
paragraph: Όλίγον πρό τής 6ης πρωινής ώρας ό κ. Δηλιγιάννης συνοδευόμενος υπό πολλών φίλων του μετέβη είς τόν σταθμόν τού σιδηροδρόμου Πελοποννήσου. Έπεβιβάσθη δέ τού τραίνου μετά τών κ.κ. Κυριακούλη Μαυρομιχάλη, Αλ. Χριστοπούλου, Νικ. Δηλιγιάννη, Γεωργακοπούλου, Γουναράκη, Δόξηρου, Καλλιφρονά και Παπαδάκη. Οί κ.κ. Γουναράκης και Καλλιφρονάς συνοδεύσαν αυτόν μέχρι Χαλκίς ενθα οί λοιποί θά τόν ακολουθήσωσι καθ' όλην τήν διάρκειαν τής περιοδείας του. (300, 488, 448, 815)
new-outbreak-title: ΝΕΑ ΕΚΡΗΞΙΣ (1004, 1022, 1075, 1033)
paragraph: Είτε προσευχήθησαν ο κ. Πάγκαλος τού Μεγαρέως Μιχαλόπουλου και τού Ελληνικού Κόμματος, Δόλεσσα φωτός. Όσον ένθουσιασμός αρχίζει ήδη και παραμένει. (300, 2334, 448, 2428)
paragraph: — Τάς άλλας άς πάη νά τόν παίζη είς τά Πετράλωνα. (18, 820, 286, 846)
paragraph: — Κάθε εβδομάδα άσουνγοούν. (29, 435, 196, 448)
fees-header-cell: έξαμ. (224, 1047, 251, 1059)
witnesses-text: Τήν ημέραν τής δίκης θά προσέλθουν είς το δικαστήριον ως μάρτυρες, περί τούς 50 φοιτηταί, μεταξύ τών οποίων και οί ηγέται τής κινήσεως. (1188, 1216, 1438, 1270)
paragraph: — Είς τήν πράρασιν τής Ναυπλίου είμεθα όλοι πρωτοσυνήθεις. Όλας τάς έκρηξεις εξήγειρεν ο κ. Δηλιγιάννης κατά τής προκυπτούσης ύπό τών Τρικουπικών. Ό κ. Δηλιγιάννης απήντησε διά τής συμφωνίας πάλης τής ιδέας τού πολιτεύματος Ναυπλίου. (460, 2035, 607, 2184)
paragraph: ΜΕΓΑΡΑ, 13 Όκτωβρίου. Είς τά Καλύβια άπεβιβάσθησαν τόν κ. Δηλιγιάννη οί κ. κ. Ζουγκαλάς, Λάκκας, Κολιάτσος και φανατικά υλογήρα δήμαρχος Φυλής μετά πολλών χωρικών. Ό κ. δήμαρχος προσεφώνησε τόν κ. Δηλιγιάννην ευχηθείς αυτόν νά φροντίση διά τήν γεωργίαν. (300, 956, 448, 1132)
witnesses-title: Οί μάρτυρες τής υπερασπίσεως (1228, 1200, 1398, 1211)
paragraph: — Τάς σπουδάς του άπεπεράτωσεν είς τό Βερολίνον. (18, 148, 286, 175)
railway-title-2: ΠΕΙΡΑΙΩΣ - ΛΑΡΙΣΣΗΣ (957, 236, 1121, 252)
kalyvia-text (301, 956, 448, 1436)
paragraph: Ή ομήγυρις ήτο πλήρης αναλογίας. (460, 613, 607, 640)
trial-text: Ό εισαγγελεύς τών Πλημμελειοδικών κ. Λυκουρέζος, είς τόν όποιον θά διαβιβασθή ή δικογραφία, θά ορίση τήν ημέραν καθ' ήν θά διεξαχθή ή δίκη κατά τών φοιτητών, ύπό τήν ευθύνην τής Κοσμητείας. (1188, 1124, 1438, 1191)
paragraph: ΜΕΓΑΡΑ 13 Όκτωβρίου. Αν και πρωί ο σταθμός ήτο πλήρης Μεγαρέων και φίλων. Είς τόν κ. Δηλιγιάννην γίνεται θερμή υποδοχή. Ό πολίτης κ. Μαρίτσης Δημητρίου προσφωνήσας αυτόν είπεν τά εξής: Πανσανίας. (300, 1596, 448, 1718)
paragraph: Ώς έγράφομεν χθές εκοινοποιήθη είς τούς φοιτητάς διά τού Πρυτανείου ή απόφασις τής Συγκλήτου διά τής όποίας εξεδόθη ή εκδίκεσις ύψους τών σχετικών ημερών. (1188, 973, 1438, 1027)
paragraph: — Οί φυλακισμένοι τόν εκαινοποίησαν πολύ. (29, 282, 271, 295)
bookshop-text: Είς τό άνω γνωστόν βιβλιοπωλείον τό κατά τήν ενσκοπίωσαν τών δύο Αθλων και Ευρισκεται εύρίσκονται και πωλούνται άπαντα τά επιστημονικά και διδακτικά βιβλία, ήτοι Νομικά, Ιατρικά, Φιλολογικά, Θεολογικά, Εκκλησιαστικά, Μουσικά, Εμπορικά και Λογιστικά, βιβλία περί Ατμομηχανών πρός χρήσιν παντός τού περί τήν μηχανικήν ασχολουμένου, Λεξικά άπασών τών γλωσσών τών νεωτέρων εκδόσεων, Χάρται και Ατλαντες άρχαίοι και νεώτεροι, ευτυχώς πρός παντός μεγέθους, Χάρται πρός τόν σχεδιογραφικών, τελευταίοι εκδόσεις τού περί ανεκρισιήσεων ίσην μετάφρασιν Μέτρων, Ατλαντας αί 37 ρώσεις, Τόμους κυρίων τάξιν χάριν πνευματικήν, συναγωγικήν, διαγωνισμού μεγάλων μαθήματα πολιτικά και Ιστορικά Βιβλία και Ιστορίαι βιβλίων. (18, 1612, 286, 1843)
divider (905, 203, 1173, 205)
school-paragraphs (18, 1129, 286, 1287)
damages-title: ΑΙ ΖΗΜΙΑΙ (1012, 1261, 1066, 1272)
paragraph: Διά πλείονας πληροφορίας άπευθυντέον καθ' εκάστην 4—5 και 8—9 ε' ες τό γλωσσικόν φροντιστήριον, όπου γίνονται και αί εγγραφαί. (18, 1246, 286, 1286)
paragraph: Ζήτω ο Σύνταγμα ! Ζήτω ο Δηλιγιάννης! (460, 2218, 607, 2244)
paragraph: Σήμερον δέ παρίσταμαι ενώπιον τού Πελοποννησιακού λαού, ο όποιος μάλιστα πολιτικός βρίσκει διότι ελπίζει και τό κόμμα ημών εφαρμοστέον κ.λπ. Δι' εμέ καθ' όλον μου τόν βίον έμεινεν ή μέθοδος τής χώρας η εντιμότης, η τιμή και η αξιοπρέπεια τού λαού. Ό λόγος τού Πελοποννησίου είναι ότι δύναται να ελευθερώση τήν χώραν από όλα τά εθνικά κακά τής πατρίδος μας. (622, 338, 890, 460)
speech-title: Ο ΛΟΓΟΣ ΤΟΥ κ. ΔΗΛΙΓΙΑΝΝΗ (662, 208, 850, 221)
paragraph: Προσελθόντα δέ έχαιρέτησαν τόν κ. Δηλιγιάννην και πολλοί κυρίαι. Πρός τούτους προσεφώνησε ό κ. Οίκονόμου ύποσχεθείς αυτοίς διά τήν καλλιέργειαν τών δέκα. Έζήσαν τού αντιπροσώπου καθ' όλον τό διάστημα τού γεύματος ανέβησαν πολλοί κόσμος. (460, 643, 607, 806)
railway-title: Ο ΣΙΔΗΡΟΔΡΟΜΟΣ (968, 212, 1110, 228)
paragraph: Ώς εκ τούτου δέ υποθέτεται ότι τό πύρ εξακολουθεί λυμαινόμενον ολόκληρον τό δάσος. (1188, 205, 1438, 245)
headline-k: κ. (496, 239, 515, 262)
fire-title-2: ΕΙΣ ΤΑΣ ΚΑΛΑΜΑΣ (951, 495, 1127, 515)
divider (1188, 595, 1438, 597)
paragraph: — Είνε ήσυχώτατος και έχει τήν άγαθήν φρόνησιν πού μπορεί νά γίνη! (18, 640, 286, 666)
paragraph: Ό κ. Πολυγένης μετά τών Δημάρχων φίλων τού διευρύνθησαν είς τόν κ. Δηλιγιάννην, ότι επειδή δέν κατορθώθη ακόμη ό συνδυασμός του, τήν εν μέρος τού κόμματός του υποδοχήν θά διεργασθή κατά τήν επιστροφήν του. (622, 132, 890, 199)
paragraph: Μοναστηρίου. (29, 42, 106, 55)
new-outbreak-text: Ένώ όμως τό πύρ είχεν σχεδόν κατασβεσθή, συνεπεία τού μεγάλου προσφάτου ανέμου, αί φλόγες και πάλιν ανεπτύχθησαν, αί φλόγες νέα πυρκαγιά εξερράγη είς τήν αυτήν περίπου θέσιν, ήτις ήπειλησεν ταχέως λάβη μεγάλην έκτασιν τού δάσους, άπειλούσα νά αποτεφρώση τό σύνολον. (905, 1038, 1173, 1120)
paragraph: — Πρό ολίγων ημερών όπου ό διευθυντής τών λαντέρνων, έλαβε έν γράμμα. (18, 760, 286, 786)
telegram-city: ΑΘΗΝΑΙ (732, 1167, 781, 1180)
paragraph: — Αί φυλακαί έχουν τέλειον καθαριότητα πού τά Ευρωπαϊκά φαίνονται μικρότερα τόν άχυρίας. (18, 405, 286, 431)
column-2 (300, 42, 637, 2539)
paragraph: Μία φωνή: Συμμαχούμεν και τόν νεότερον Παυσανίαν. (300, 1722, 448, 1762)
